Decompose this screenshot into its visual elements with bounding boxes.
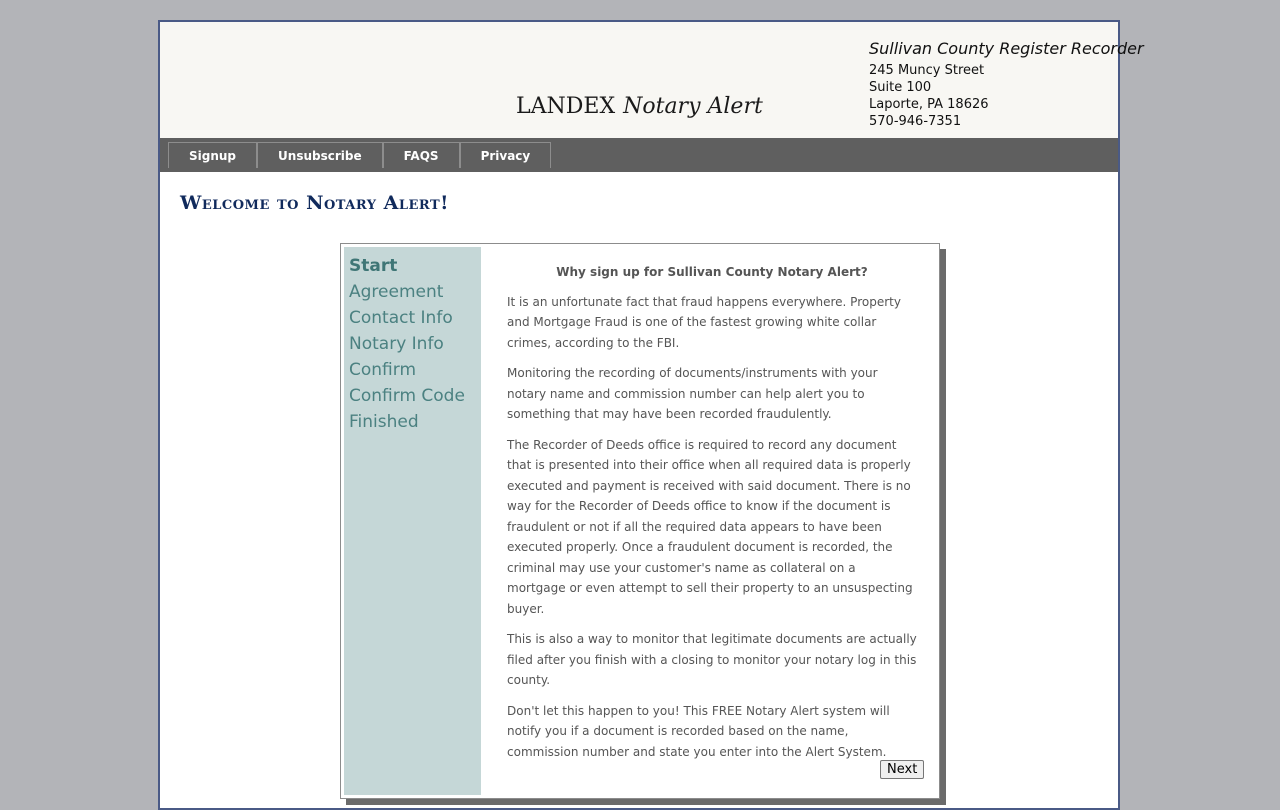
content-paragraph: It is an unfortunate fact that fraud happens everywhere. Property and Mortgage Fraud is one of the fastest growing white collar crimes, according to the FBI.: [507, 294, 901, 350]
content-paragraph: The Recorder of Deeds office is required to record any document that is presented into their office when all required data is properly executed and payment is received with said document. There is no way for the Recorder of Deeds office to know if the document is fraudulent or not if all the required data appears to have been executed properly. Once a fraudulent document is recorded, the criminal may use your customer's name as collateral on a mortgage or even attempt to sell their property to an unsuspecting buyer.: [507, 437, 913, 616]
content-paragraph: Don't let this happen to you! This FREE Notary Alert system will notify you if a document is recorded based on the name, commission number and state you enter into the Alert System.: [507, 703, 890, 759]
wizard-content: [507, 262, 917, 772]
page-container: [158, 20, 1144, 810]
nav-unsubscribe[interactable]: Unsubscribe: [257, 142, 383, 168]
office-address: [869, 38, 1144, 130]
content-heading: Why sign up for Sullivan County Notary Alert?: [556, 265, 868, 279]
office-phone: 570-946-7351: [869, 114, 962, 129]
step-confirm-code: Confirm Code: [349, 386, 465, 406]
step-agreement: Agreement: [349, 282, 444, 302]
main-nav: [160, 138, 1118, 172]
brand-product: Notary Alert: [623, 94, 763, 119]
office-name: Sullivan County Register Recorder: [869, 39, 1144, 58]
step-contact-info: Contact Info: [349, 308, 453, 328]
address-line-3: Laporte, PA 18626: [869, 97, 989, 112]
step-notary-info: Notary Info: [349, 334, 444, 354]
content-paragraph: This is also a way to monitor that legitimate documents are actually filed after you finish with a closing to monitor your notary log in this county.: [507, 632, 917, 687]
nav-faqs[interactable]: FAQS: [383, 142, 460, 168]
site-brand: [516, 94, 763, 119]
next-button[interactable]: Next: [880, 760, 924, 779]
step-confirm: Confirm: [349, 360, 417, 380]
step-start: Start: [349, 256, 398, 276]
step-finished: Finished: [349, 412, 419, 432]
nav-signup[interactable]: Signup: [168, 142, 257, 168]
page-title: Welcome to Notary Alert!: [180, 192, 450, 214]
nav-privacy[interactable]: Privacy: [460, 142, 552, 168]
content-paragraph: Monitoring the recording of documents/instruments with your notary name and commission number can help alert you to something that may have been recorded fraudulently.: [507, 366, 878, 421]
brand-name: LANDEX: [516, 94, 616, 119]
address-line-1: 245 Muncy Street: [869, 63, 985, 78]
signup-wizard: [340, 243, 940, 799]
address-line-2: Suite 100: [869, 80, 932, 95]
wizard-steps: [344, 247, 481, 795]
site-header: [160, 22, 1144, 138]
